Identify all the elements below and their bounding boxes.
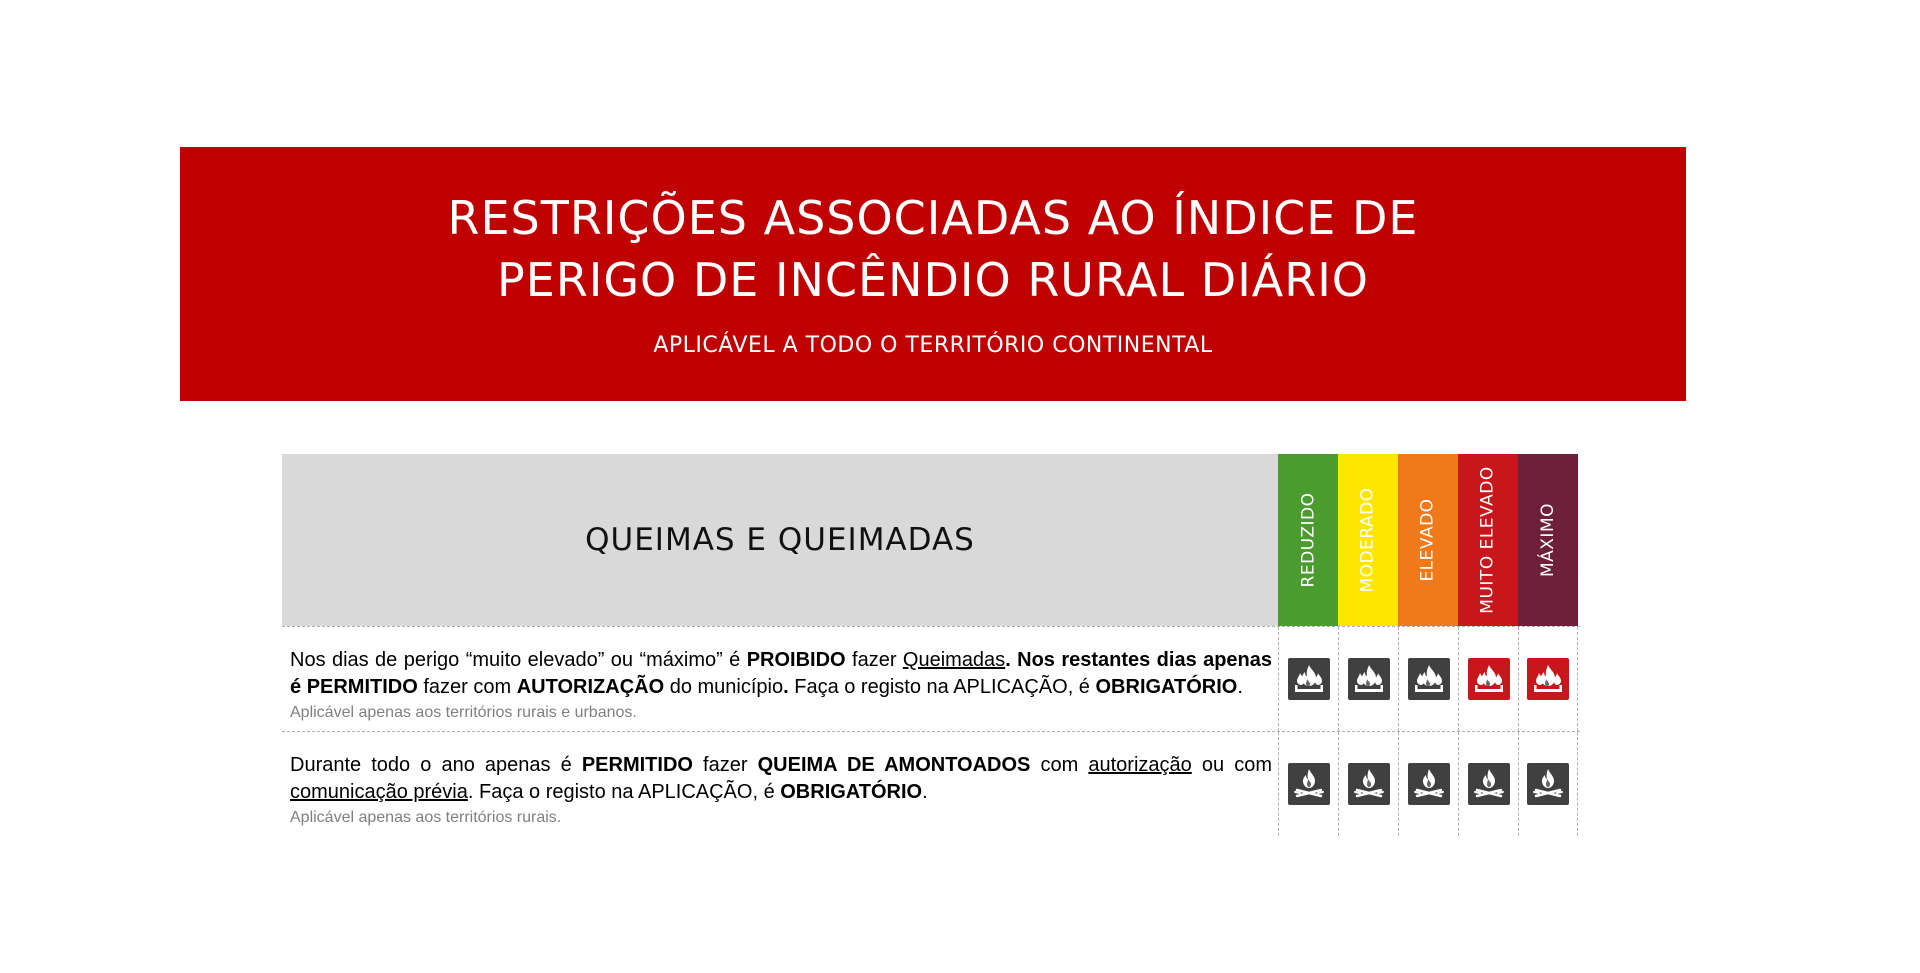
level-reduzido bbox=[1278, 454, 1338, 626]
row-text-part: . bbox=[1237, 676, 1243, 698]
row-text-part: . bbox=[783, 676, 789, 698]
banner-subtitle: APLICÁVEL A TODO O TERRITÓRIO CONTINENTAL bbox=[653, 333, 1213, 358]
queima-amontoados-icon bbox=[1527, 763, 1569, 805]
row-text-part: fazer bbox=[692, 754, 758, 776]
table-header bbox=[282, 454, 1580, 626]
row-text-part: Nos dias de perigo “muito elevado” ou “máximo” é bbox=[290, 649, 747, 671]
row-cell bbox=[1398, 732, 1458, 836]
row-text-underlined: Queimadas bbox=[902, 649, 1006, 671]
row-text-part: fazer com bbox=[417, 676, 517, 698]
row-text bbox=[290, 647, 1272, 725]
level-moderado bbox=[1338, 454, 1398, 626]
level-maximo bbox=[1518, 454, 1578, 626]
row-text-part: com bbox=[1030, 754, 1089, 776]
row-cell bbox=[1458, 627, 1518, 731]
restrictions-table bbox=[282, 454, 1580, 836]
level-elevado bbox=[1398, 454, 1458, 626]
row-cell bbox=[1458, 732, 1518, 836]
level-label: MODERADO bbox=[1358, 487, 1379, 593]
row-text-part: . Nos restantes dias apenas é bbox=[290, 649, 1273, 698]
row-text-bold: PROIBIDO bbox=[746, 649, 846, 671]
table-title: QUEIMAS E QUEIMADAS bbox=[282, 454, 1278, 626]
row-text-part: ou com bbox=[1191, 754, 1272, 776]
row-cell bbox=[1338, 627, 1398, 731]
row-text bbox=[290, 752, 1272, 830]
row-text-bold: AUTORIZAÇÃO bbox=[516, 676, 665, 698]
queimada-icon bbox=[1408, 658, 1450, 700]
level-label: REDUZIDO bbox=[1298, 492, 1319, 588]
table-row bbox=[282, 731, 1580, 836]
queima-amontoados-icon bbox=[1468, 763, 1510, 805]
row-cell bbox=[1278, 732, 1338, 836]
queima-amontoados-icon bbox=[1348, 763, 1390, 805]
queimada-icon bbox=[1348, 658, 1390, 700]
level-label: MÁXIMO bbox=[1538, 502, 1559, 578]
row-text-bold: PERMITIDO bbox=[306, 676, 418, 698]
row-text-bold: PERMITIDO bbox=[581, 754, 693, 776]
level-muito-elevado bbox=[1458, 454, 1518, 626]
queima-amontoados-icon bbox=[1288, 763, 1330, 805]
row-cell bbox=[1398, 627, 1458, 731]
row-text-part: Durante todo o ano apenas é bbox=[290, 754, 582, 776]
level-label: MUITO ELEVADO bbox=[1478, 466, 1499, 614]
row-cell bbox=[1518, 732, 1578, 836]
row-cell bbox=[1338, 732, 1398, 836]
row-text-part: Faça o registo na APLICAÇÃO, é bbox=[788, 676, 1096, 698]
row-note: Aplicável apenas aos territórios rurais e urbanos. bbox=[290, 704, 637, 721]
queimada-icon bbox=[1527, 658, 1569, 700]
queima-amontoados-icon bbox=[1408, 763, 1450, 805]
banner-title: RESTRIÇÕES ASSOCIADAS AO ÍNDICE DE PERIGO DE INCÊNDIO RURAL DIÁRIO bbox=[447, 191, 1419, 307]
row-text-underlined: comunicação prévia bbox=[290, 781, 468, 803]
row-text-bold: OBRIGATÓRIO bbox=[780, 781, 923, 803]
table-row bbox=[282, 626, 1580, 731]
row-text-bold: OBRIGATÓRIO bbox=[1095, 676, 1238, 698]
row-cell bbox=[1518, 627, 1578, 731]
row-text-part: do município bbox=[664, 676, 784, 698]
level-label: ELEVADO bbox=[1418, 498, 1439, 582]
row-cell bbox=[1278, 627, 1338, 731]
row-text-part: fazer bbox=[845, 649, 903, 671]
queimada-icon bbox=[1468, 658, 1510, 700]
row-note: Aplicável apenas aos territórios rurais. bbox=[290, 809, 562, 826]
row-text-bold: QUEIMA DE AMONTOADOS bbox=[757, 754, 1031, 776]
queimada-icon bbox=[1288, 658, 1330, 700]
row-text-underlined: autorização bbox=[1088, 754, 1192, 776]
row-text-part: . Faça o registo na APLICAÇÃO, é bbox=[467, 781, 781, 803]
header-banner bbox=[180, 147, 1686, 401]
row-text-part: . bbox=[922, 781, 928, 803]
